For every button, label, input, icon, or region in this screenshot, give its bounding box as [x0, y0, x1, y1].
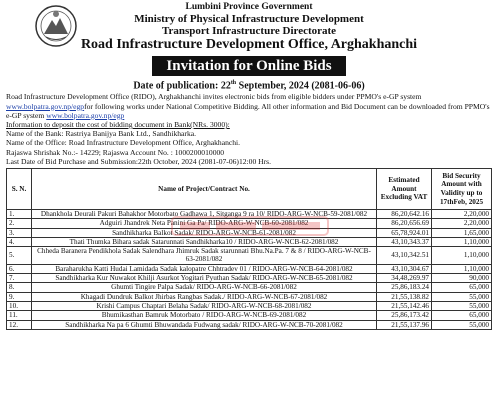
table-row: [7, 237, 492, 246]
publication-date: [6, 78, 492, 91]
pub-date-sup: th: [230, 80, 237, 86]
row-amount: 21,55,142.46: [377, 301, 432, 310]
header-security: Bid Security Amount with Validity up to 17thFeb, 2025: [432, 168, 492, 209]
row-sn: 1.: [7, 209, 32, 218]
row-name: Chheda Baranera Pendikhola Sadak Salendhara Jhimruk Sadak starunnati Bhu.Na.Pa. 7 & 8 / RIDO-ARG-W-NCB-63-2081/082: [32, 247, 377, 265]
row-amount: 43,10,343.37: [377, 237, 432, 246]
table-row: [7, 228, 492, 237]
row-amount: 21,55,138.82: [377, 292, 432, 301]
row-security: 2,20,000: [432, 219, 492, 228]
header: [6, 2, 492, 54]
row-security: 55,000: [432, 292, 492, 301]
table-row: [7, 311, 492, 320]
row-name: Ghumti Tingire Palpa Sadak/ RIDO-ARG-W-NCB-66-2081/082: [32, 283, 377, 292]
bank-name: Name of the Bank: Rastriya Banijya Bank Ltd., Sandhikharka.: [6, 129, 197, 139]
table-row: [7, 292, 492, 301]
row-security: 1,65,000: [432, 228, 492, 237]
row-name: Sandhikharka Kur Nuwakot Khilji Asurkot Yogitari Pyuthan Sadak/ RIDO-ARG-W-NCB-65-2081/082: [32, 274, 377, 283]
banner-wrap: [6, 56, 492, 76]
row-amount: 34,48,269.97: [377, 274, 432, 283]
row-sn: 2.: [7, 219, 32, 228]
row-name: Adguiri Jhandrek Neta Panini Ga Pa/ RIDO-ARG-W-NCB-60-2081/082: [32, 219, 377, 228]
egp-link-2[interactable]: www.bolpatra.gov.np/egp: [46, 110, 125, 120]
table-row: [7, 247, 492, 265]
row-security: 55,000: [432, 301, 492, 310]
row-sn: 9.: [7, 292, 32, 301]
header-name: Name of Project/Contract No.: [32, 168, 377, 209]
table-row: [7, 264, 492, 273]
row-security: 1,10,000: [432, 247, 492, 265]
row-amount: 43,10,304.67: [377, 264, 432, 273]
row-sn: 8.: [7, 283, 32, 292]
intro-paragraph: [6, 92, 492, 120]
egp-link-1[interactable]: www.bolpatra.gov.np/egp: [6, 101, 85, 111]
bids-table: [6, 168, 492, 330]
ministry-title: Ministry of Physical Infrastructure Development: [134, 13, 364, 25]
row-security: 65,000: [432, 283, 492, 292]
row-amount: 25,86,173.42: [377, 311, 432, 320]
row-sn: 10.: [7, 301, 32, 310]
row-name: Khagadi Dundruk Balkot Jhirbas Rangbas Sadak./ RIDO-ARG-W-NCB-67-2081/082: [32, 292, 377, 301]
row-security: 1,10,000: [432, 237, 492, 246]
row-sn: 7.: [7, 274, 32, 283]
row-name: Sandhikharka Balkot Sadak/ RIDO-ARG-W-NCB-61-2081/082: [32, 228, 377, 237]
row-amount: 86,20,642.16: [377, 209, 432, 218]
notice-banner: Invitation for Online Bids: [152, 56, 345, 76]
office-name: Name of the Office: Road Infrastructure Development Office, Arghakhanchi.: [6, 138, 241, 148]
pub-date-suffix: September, 2024 (2081-06-06): [236, 80, 365, 92]
row-sn: 4.: [7, 237, 32, 246]
row-security: 1,10,000: [432, 264, 492, 273]
row-security: 65,000: [432, 311, 492, 320]
row-name: Thati Thumka Bihara sadak Satarunnati Sandhikharka10 / RIDO-ARG-W-NCB-62-2081/082: [32, 237, 377, 246]
row-amount: 43,10,342.51: [377, 247, 432, 265]
row-name: Bhumikasthan Bamruk Motorbato / RIDO-ARG-W-NCB-69-2081/082: [32, 311, 377, 320]
deposit-heading: Information to deposit the cost of bidding document in Bank(NRs. 3000):: [6, 119, 230, 129]
row-sn: 12.: [7, 320, 32, 329]
province-title: Lumbini Province Government: [185, 2, 313, 12]
row-sn: 11.: [7, 311, 32, 320]
row-security: 90,000: [432, 274, 492, 283]
intro-text-1: Road Infrastructure Development Office (RIDO), Arghakhanchi invites electronic bids from eligible bidders under PPMO's e-GP system: [6, 92, 422, 102]
row-sn: 5.: [7, 247, 32, 265]
bid-deadline: Last Date of Bid Purchase and Submission:22th October, 2024 (2081-07-06)12:00 Hrs.: [6, 156, 272, 166]
row-amount: 86,20,656.69: [377, 219, 432, 228]
row-sn: 6.: [7, 264, 32, 273]
table-row: [7, 209, 492, 218]
row-security: 2,20,000: [432, 209, 492, 218]
account-info: Rajaswa Shrishak No.:- 14229; Rajaswa Account No. : 1000200010000: [6, 147, 225, 157]
office-title: Road Infrastructure Development Office, Arghakhanchi: [80, 37, 418, 52]
table-row: [7, 301, 492, 310]
intro-text-2: for following works under National Competitive Bidding. All other information and Bid Document can be downloaded from PPMO's e-GP system: [6, 101, 490, 120]
header-amount: Estimated Amount Excluding VAT: [377, 168, 432, 209]
row-amount: 65,78,924.01: [377, 228, 432, 237]
row-name: Krishi Campus Chaptari Belaha Sadak/ RIDO-ARG-W-NCB-68-2081/082: [32, 301, 377, 310]
pub-date-prefix: Date of publication: 22: [133, 80, 231, 92]
table-row: [7, 274, 492, 283]
table-row: [7, 219, 492, 228]
directorate-title: Transport Infrastructure Directorate: [161, 25, 337, 37]
row-security: 55,000: [432, 320, 492, 329]
row-amount: 25,86,183.24: [377, 283, 432, 292]
government-emblem-icon: [34, 4, 78, 48]
row-name: Dhankhola Deurali Pakuri Bahakhor Motorbato Gadhawa 1, Sitganga 9 ra 10/ RIDO-ARG-W-NCB-59-2081/082: [32, 209, 377, 218]
table-row: [7, 283, 492, 292]
notice-body: [6, 92, 492, 166]
row-amount: 21,55,137.96: [377, 320, 432, 329]
table-header-row: [7, 168, 492, 209]
row-name: Sandhikharka Na pa 6 Ghumti Bhuwandada Fudwang sadak/ RIDO-ARG-W-NCB-70-2081/082: [32, 320, 377, 329]
row-name: Baraharukha Katti Hudai Lamidada Sadak kalopatre Chhtradev 01 / RIDO-ARG-W-NCB-64-2081/082: [32, 264, 377, 273]
row-sn: 3.: [7, 228, 32, 237]
header-sn: S. N.: [7, 168, 32, 209]
table-row: [7, 320, 492, 329]
